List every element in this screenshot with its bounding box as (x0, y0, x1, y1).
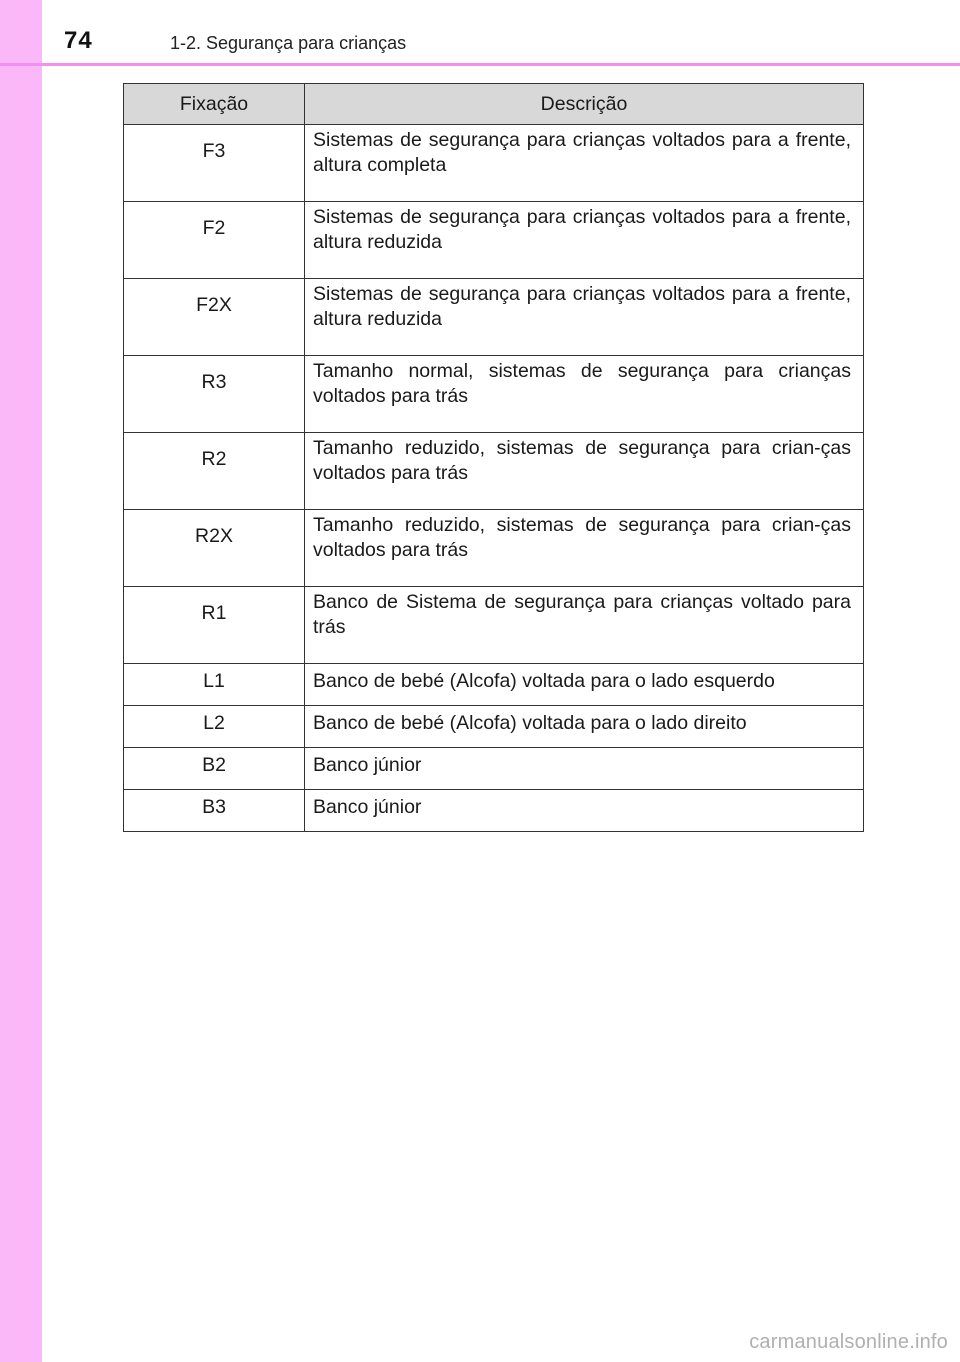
side-band (0, 0, 42, 1362)
column-header-fixacao: Fixação (124, 84, 305, 125)
table-row (124, 125, 864, 202)
fixation-table (123, 83, 864, 832)
fixation-description: Banco de bebé (Alcofa) voltada para o lado esquerdo (305, 664, 864, 706)
table-row (124, 790, 864, 832)
fixation-description: Sistemas de segurança para crianças voltados para a frente, altura reduzida (305, 279, 864, 356)
section-title: 1-2. Segurança para crianças (170, 33, 407, 53)
table-row (124, 748, 864, 790)
fixation-code: F2X (124, 279, 305, 356)
fixation-description: Tamanho reduzido, sistemas de segurança para crian-ças voltados para trás (305, 510, 864, 587)
fixation-description: Banco júnior (305, 790, 864, 832)
fixation-code: R1 (124, 587, 305, 664)
fixation-description: Banco júnior (305, 748, 864, 790)
table-row (124, 356, 864, 433)
fixation-code: L1 (124, 664, 305, 706)
table-row (124, 510, 864, 587)
fixation-code: B3 (124, 790, 305, 832)
fixation-code: F3 (124, 125, 305, 202)
table-row (124, 433, 864, 510)
fixation-code: R2 (124, 433, 305, 510)
header-rule (0, 63, 960, 66)
table-row (124, 706, 864, 748)
fixation-description: Tamanho normal, sistemas de segurança para crianças voltados para trás (305, 356, 864, 433)
column-header-descricao: Descrição (305, 84, 864, 125)
watermark: carmanualsonline.info (749, 1331, 948, 1353)
table-header-row (124, 84, 864, 125)
fixation-code: R3 (124, 356, 305, 433)
table-row (124, 279, 864, 356)
fixation-description: Tamanho reduzido, sistemas de segurança para crian-ças voltados para trás (305, 433, 864, 510)
fixation-description: Sistemas de segurança para crianças voltados para a frente, altura completa (305, 125, 864, 202)
fixation-code: F2 (124, 202, 305, 279)
fixation-code: B2 (124, 748, 305, 790)
table-row (124, 587, 864, 664)
fixation-description: Banco de bebé (Alcofa) voltada para o lado direito (305, 706, 864, 748)
fixation-description: Banco de Sistema de segurança para crianças voltado para trás (305, 587, 864, 664)
fixation-code: R2X (124, 510, 305, 587)
table-row (124, 202, 864, 279)
fixation-description: Sistemas de segurança para crianças voltados para a frente, altura reduzida (305, 202, 864, 279)
fixation-code: L2 (124, 706, 305, 748)
table-row (124, 664, 864, 706)
page-number: 74 (64, 27, 93, 54)
